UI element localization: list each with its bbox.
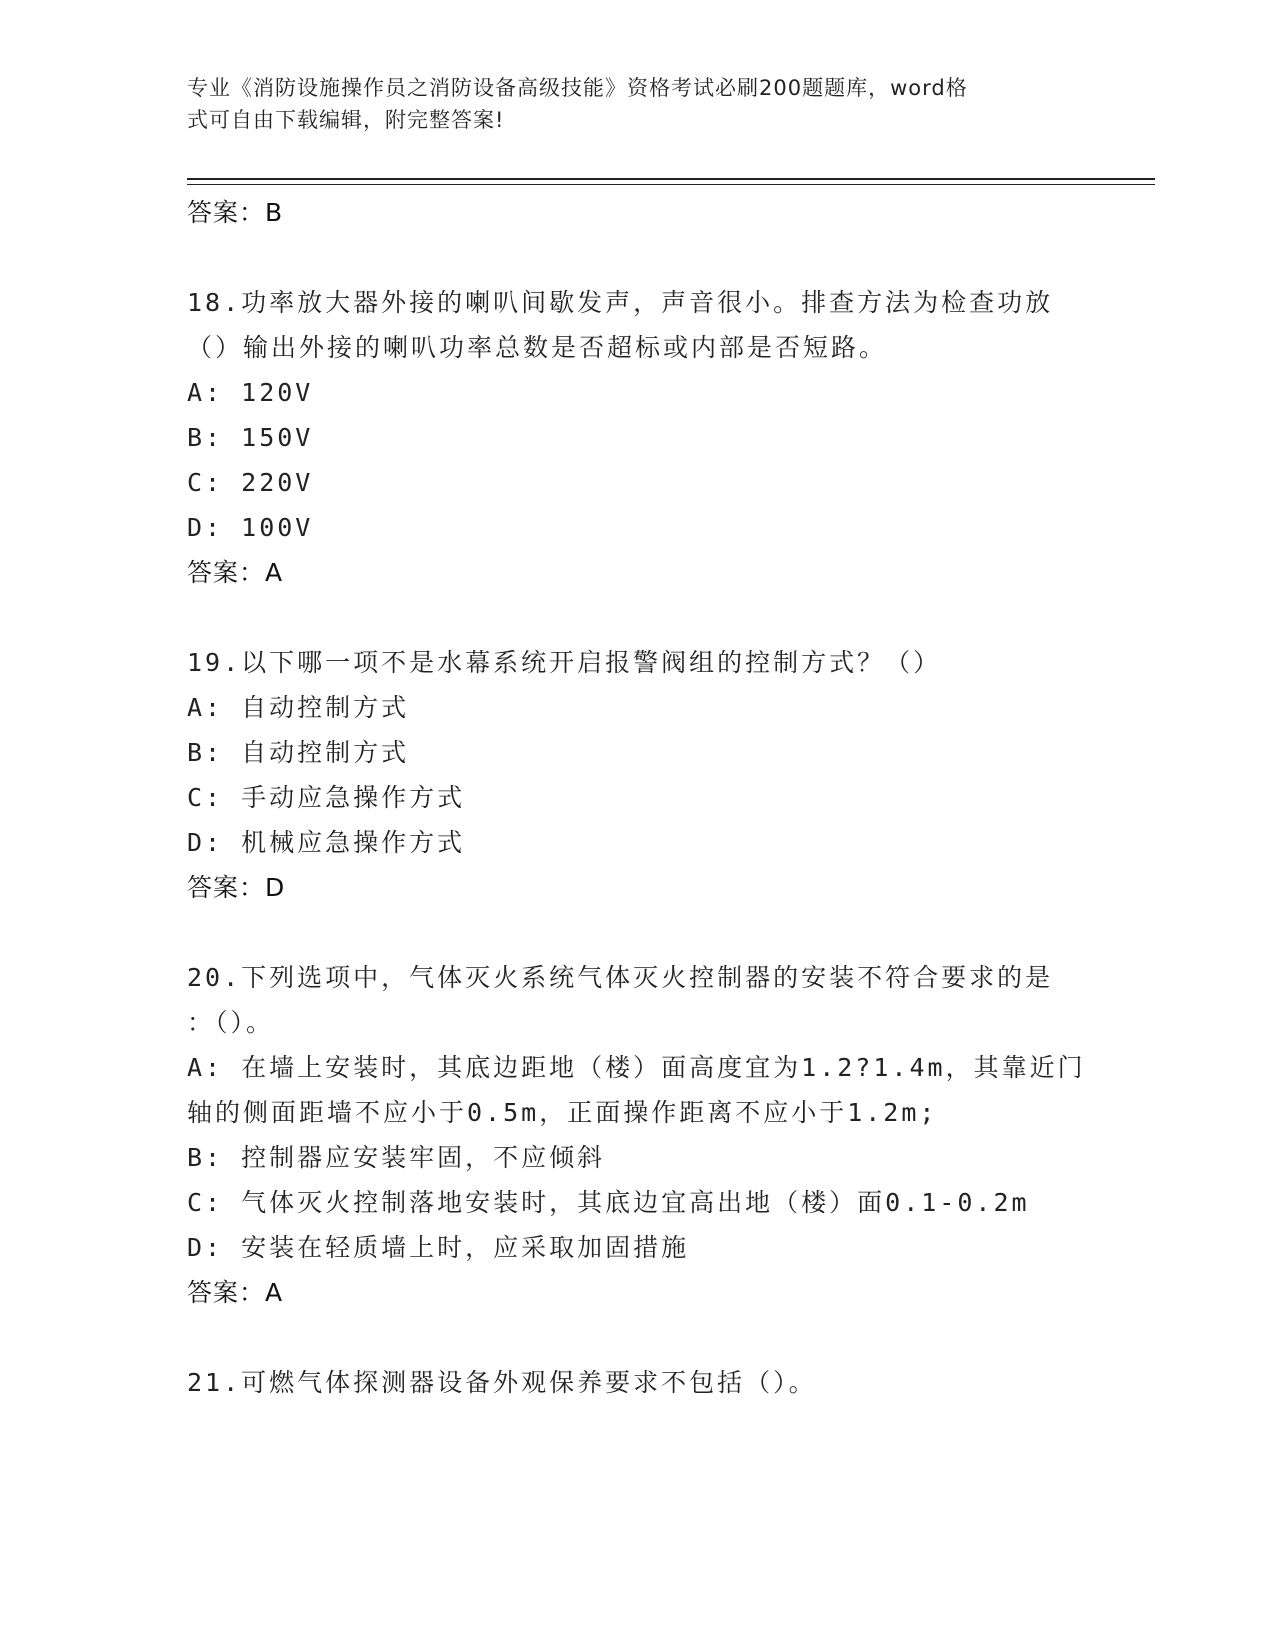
question-18-option-a: A: 120V xyxy=(187,378,314,407)
spacer xyxy=(187,595,1087,640)
spacer xyxy=(187,235,1087,280)
header-line-2: 式可自由下载编辑，附完整答案! xyxy=(187,108,505,132)
question-19-option-d: D: 机械应急操作方式 xyxy=(187,828,466,857)
question-19-answer: 答案：D xyxy=(187,873,286,902)
question-20-option-b: B: 控制器应安装牢固，不应倾斜 xyxy=(187,1143,606,1172)
question-19-option-b: B: 自动控制方式 xyxy=(187,738,410,767)
question-20-text-line-2: ：（）。 xyxy=(187,1008,275,1037)
spacer xyxy=(187,1315,1087,1360)
question-18-text-line-2: （）输出外接的喇叭功率总数是否超标或内部是否短路。 xyxy=(187,333,888,362)
spacer xyxy=(187,910,1087,955)
question-20-option-c: C: 气体灭火控制落地安装时，其底边宜高出地（楼）面0.1-0.2m xyxy=(187,1188,1030,1217)
question-21 xyxy=(187,1360,1087,1405)
exam-content xyxy=(187,190,1087,1405)
question-18-option-c: C: 220V xyxy=(187,468,314,497)
question-18 xyxy=(187,280,1087,595)
previous-answer: 答案：B xyxy=(187,198,284,227)
question-18-text-line-1: 18.功率放大器外接的喇叭间歇发声，声音很小。排查方法为检查功放 xyxy=(187,288,1054,317)
question-20-text-line-1: 20.下列选项中，气体灭火系统气体灭火控制器的安装不符合要求的是 xyxy=(187,963,1054,992)
header-divider-thin xyxy=(187,184,1155,185)
question-21-text-line-1: 21.可燃气体探测器设备外观保养要求不包括（）。 xyxy=(187,1368,817,1397)
question-18-answer: 答案：A xyxy=(187,558,284,587)
question-20-answer: 答案：A xyxy=(187,1278,284,1307)
question-19 xyxy=(187,640,1087,910)
question-20 xyxy=(187,955,1087,1315)
question-18-option-b: B: 150V xyxy=(187,423,314,452)
question-19-option-a: A: 自动控制方式 xyxy=(187,693,410,722)
question-20-option-d: D: 安装在轻质墙上时，应采取加固措施 xyxy=(187,1233,690,1262)
question-19-option-c: C: 手动应急操作方式 xyxy=(187,783,466,812)
header-line-1: 专业《消防设施操作员之消防设备高级技能》资格考试必刷200题题库，word格 xyxy=(187,76,968,100)
header-divider-thick xyxy=(187,178,1155,180)
page-header xyxy=(187,72,1087,136)
question-20-option-a-line-2: 轴的侧面距墙不应小于0.5m，正面操作距离不应小于1.2m; xyxy=(187,1098,938,1127)
question-19-text-line-1: 19.以下哪一项不是水幕系统开启报警阀组的控制方式？（） xyxy=(187,648,942,677)
question-18-option-d: D: 100V xyxy=(187,513,314,542)
question-20-option-a-line-1: A: 在墙上安装时，其底边距地（楼）面高度宜为1.2?1.4m，其靠近门 xyxy=(187,1053,1086,1082)
